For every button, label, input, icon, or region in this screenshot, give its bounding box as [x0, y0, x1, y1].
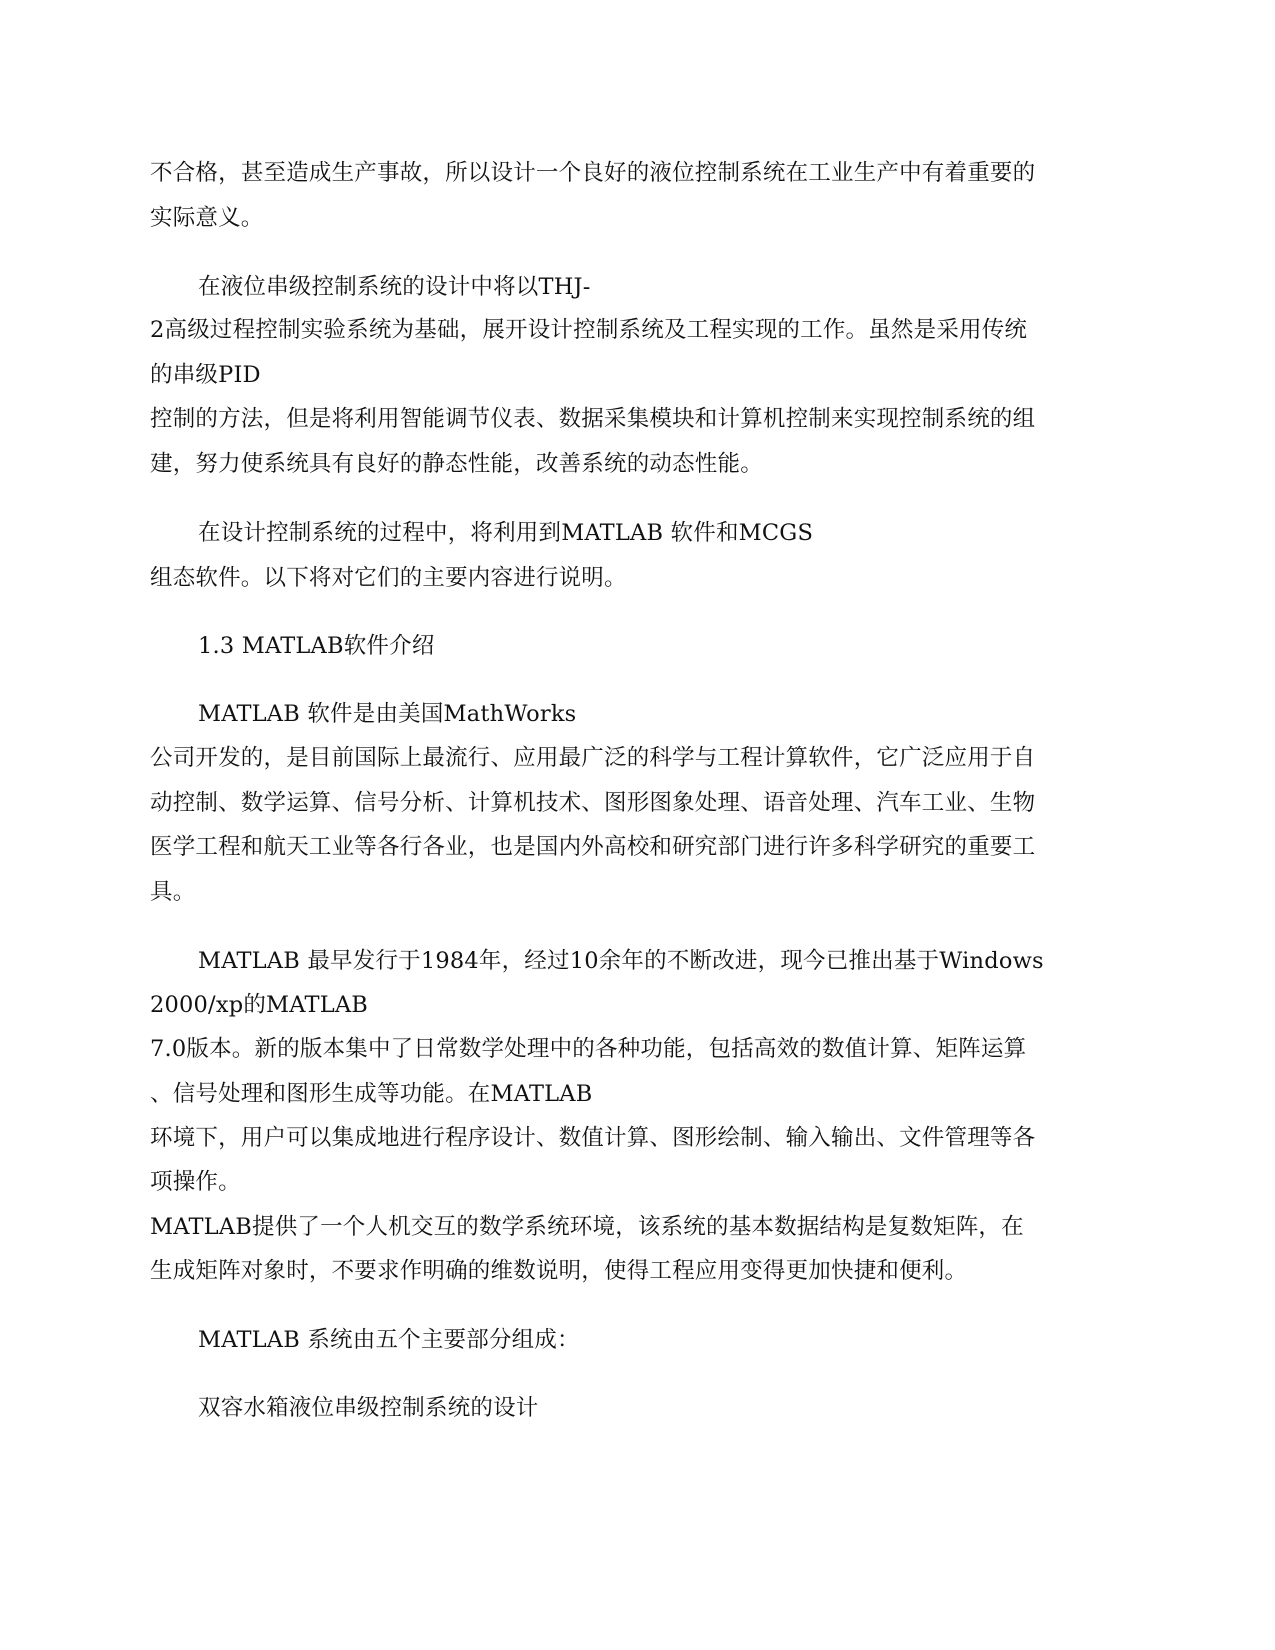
text-line: 医学工程和航天工业等各行各业，也是国内外高校和研究部门进行许多科学研究的重要工: [150, 834, 1036, 860]
text-line: 生成矩阵对象时，不要求作明确的维数说明，使得工程应用变得更加快捷和便利。: [150, 1258, 968, 1284]
text-line: 的串级PID: [150, 362, 261, 388]
text-line: 在液位串级控制系统的设计中将以THJ-: [198, 274, 591, 300]
text-line: 环境下，用户可以集成地进行程序设计、数值计算、图形绘制、输入输出、文件管理等各: [150, 1125, 1036, 1151]
text-line: 控制的方法，但是将利用智能调节仪表、数据采集模块和计算机控制来实现控制系统的组: [150, 406, 1036, 432]
text-line: 建，努力使系统具有良好的静态性能，改善系统的动态性能。: [150, 451, 763, 477]
text-line: MATLAB提供了一个人机交互的数学系统环境，该系统的基本数据结构是复数矩阵，在: [150, 1214, 1024, 1240]
text-line: 具。: [150, 879, 196, 905]
text-line: 不合格，甚至造成生产事故，所以设计一个良好的液位控制系统在工业生产中有着重要的: [150, 160, 1036, 186]
text-line: 7.0版本。新的版本集中了日常数学处理中的各种功能，包括高效的数值计算、矩阵运算: [150, 1036, 1027, 1062]
text-line: MATLAB 软件是由美国MathWorks: [198, 701, 577, 727]
section-heading: 1.3 MATLAB软件介绍: [198, 633, 435, 659]
text-line: 2高级过程控制实验系统为基础，展开设计控制系统及工程实现的工作。虽然是采用传统: [150, 317, 1028, 343]
text-line: 在设计控制系统的过程中，将利用到MATLAB 软件和MCGS: [198, 520, 814, 546]
text-line: 公司开发的，是目前国际上最流行、应用最广泛的科学与工程计算软件，它广泛应用于自: [150, 745, 1036, 771]
text-line: 实际意义。: [150, 205, 264, 231]
text-line: 2000/xp的MATLAB: [150, 992, 369, 1018]
text-line: MATLAB 系统由五个主要部分组成：: [198, 1327, 580, 1353]
text-line: 项操作。: [150, 1169, 241, 1195]
text-line: 、信号处理和图形生成等功能。在MATLAB: [150, 1081, 593, 1107]
text-line: 动控制、数学运算、信号分析、计算机技术、图形图象处理、语音处理、汽车工业、生物: [150, 790, 1036, 816]
text-line: MATLAB 最早发行于1984年，经过10余年的不断改进，现今已推出基于Windows: [198, 948, 1044, 974]
page-footer-title: 双容水箱液位串级控制系统的设计: [198, 1395, 539, 1421]
text-line: 组态软件。以下将对它们的主要内容进行说明。: [150, 565, 627, 591]
